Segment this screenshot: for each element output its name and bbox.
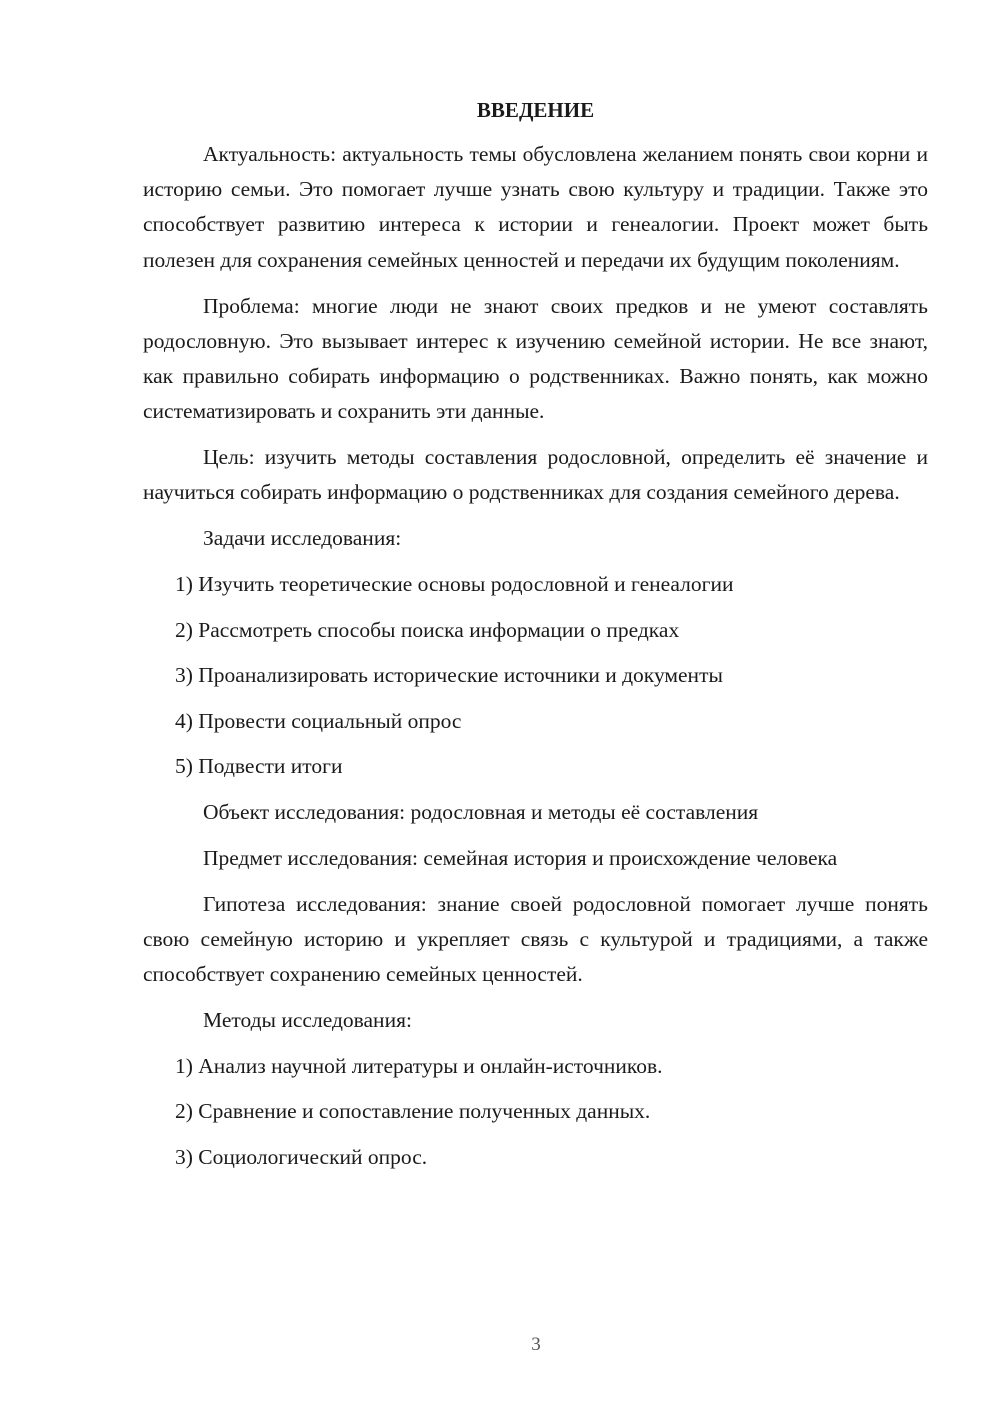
goal-paragraph: Цель: изучить методы составления родословной, определить её значение и научиться собирать информацию о родственниках для создания семейного дерева. — [143, 445, 928, 505]
hypothesis-paragraph: Гипотеза исследования: знание своей родословной помогает лучше понять свою семейную историю и укрепляет связь с культурой и традициями, а также способствует сохранению семейных ценностей. — [143, 891, 928, 986]
method-item: 3) Социологический опрос. — [175, 1144, 428, 1169]
section-title: ВВЕДЕНИЕ — [476, 98, 595, 122]
task-item: 5) Подвести итоги — [175, 754, 343, 779]
task-item: 3) Проанализировать исторические источники и документы — [175, 663, 723, 688]
method-item: 1) Анализ научной литературы и онлайн-источников. — [175, 1053, 663, 1078]
object-line: Объект исследования: родословная и методы её составления — [203, 799, 759, 824]
task-item: 4) Провести социальный опрос — [175, 708, 462, 733]
method-item: 2) Сравнение и сопоставление полученных данных. — [175, 1099, 651, 1124]
subject-paragraph: Предмет исследования: семейная история и происхождение человека — [203, 845, 838, 870]
page-number: 3 — [531, 1334, 541, 1355]
relevance-paragraph: Актуальность: актуальность темы обусловлена желанием понять свои корни и историю семьи. Это помогает лучше узнать свою культуру и традиции. Также это способствует развитию интереса к истории и генеалогии. Проект может быть полезен для сохранения семейных ценностей и передачи их будущим поколениям. — [143, 142, 928, 272]
methods-heading: Методы исследования: — [203, 1007, 412, 1032]
document-page — [143, 96, 928, 1185]
tasks-heading: Задачи исследования: — [203, 526, 402, 551]
problem-paragraph: Проблема: многие люди не знают своих предков и не умеют составлять родословную. Это вызывает интерес к изучению семейной истории. Не все знают, как правильно собирать информацию о родственниках. Важно понять, как можно систематизировать и сохранить эти данные. — [143, 293, 928, 424]
task-item: 1) Изучить теоретические основы родословной и генеалогии — [175, 572, 734, 597]
task-item: 2) Рассмотреть способы поиска информации о предках — [175, 617, 680, 642]
